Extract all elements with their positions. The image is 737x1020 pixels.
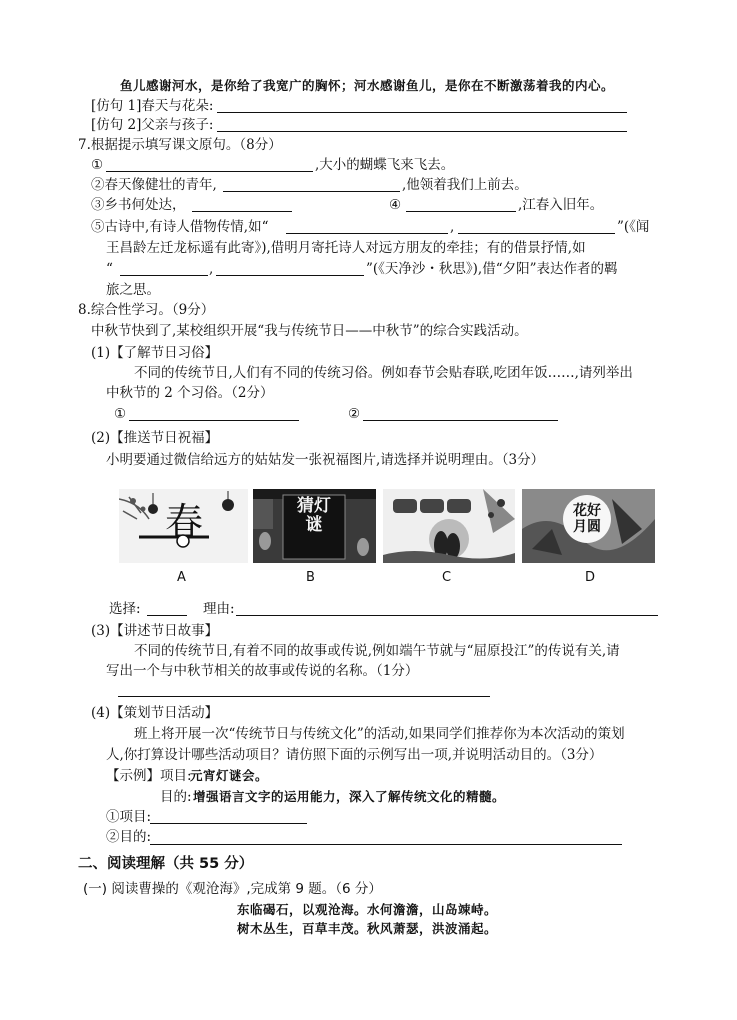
- q7-5-l3-comma: ,: [209, 261, 214, 277]
- q7-1-blank[interactable]: [106, 170, 313, 172]
- q7-1-tail: ,大小的蝴蝶飞来飞去。: [315, 157, 455, 173]
- q8-2-title: (2)【推送节日祝福】: [91, 430, 219, 446]
- picture-label-c: C: [442, 570, 452, 585]
- q8-4-text2: 人,你打算设计哪些活动项目？请仿照下面的示例写出一项,并说明活动目的。（3分）: [106, 747, 603, 763]
- q7-4-num: ④: [389, 197, 402, 213]
- reading-1-intro: (一) 阅读曹操的《观沧海》,完成第 9 题。（6 分）: [83, 881, 382, 897]
- q7-4-blank[interactable]: [406, 210, 516, 212]
- greeting-picture-a[interactable]: [119, 489, 248, 563]
- choice-blank[interactable]: [147, 614, 187, 616]
- q7-2-blank[interactable]: [223, 190, 400, 192]
- q8-1-title: (1)【了解节日习俗】: [91, 345, 219, 361]
- greeting-picture-b[interactable]: [253, 489, 376, 563]
- picture-c-art: [383, 489, 515, 563]
- imitate-2-label: [仿句 2]父亲与孩子:: [91, 117, 214, 133]
- picture-b-text: 猜灯谜: [297, 496, 331, 535]
- q8-1-text2: 中秋节的 2 个习俗。（2分）: [106, 385, 274, 401]
- picture-label-a: A: [177, 570, 186, 585]
- q8-4-title: (4)【策划节日活动】: [91, 705, 219, 721]
- example-purpose: 增强语言文字的运用能力，深入了解传统文化的精髓。: [193, 789, 506, 804]
- imitate-1-label: [仿句 1]春天与花朵:: [91, 98, 214, 114]
- q8-3-text2: 写出一个与中秋节相关的故事或传说的名称。（1分）: [106, 663, 419, 679]
- imitate-1-blank[interactable]: [217, 111, 627, 113]
- q7-title: 7.根据提示填写课文原句。（8分）: [78, 137, 282, 153]
- q7-4-tail: ,江春入旧年。: [518, 197, 604, 213]
- poem-line-2: 树木丛生，百草丰茂。秋风萧瑟，洪波涌起。: [237, 921, 498, 936]
- q7-3: ③乡书何处达，: [91, 197, 186, 213]
- answer-item-label: ①项目:: [106, 809, 152, 825]
- answer-purpose-blank[interactable]: [150, 843, 622, 845]
- q7-5-line4: 旅之思。: [106, 282, 160, 298]
- q7-2-head: ②春天像健壮的青年,: [91, 177, 217, 193]
- reason-label: 理由:: [203, 601, 235, 617]
- q7-1-num: ①: [91, 157, 104, 173]
- picture-label-d: D: [585, 570, 596, 585]
- q7-5-l3-open: “: [106, 261, 113, 277]
- q7-5-blank-c[interactable]: [120, 274, 208, 276]
- choice-label: 选择:: [109, 601, 141, 617]
- q8-1-b-blank[interactable]: [363, 419, 558, 421]
- q7-5-l3-tail: ”(《天净沙・秋思》),借“夕阳”表达作者的羁: [366, 261, 618, 277]
- q8-3-blank[interactable]: [118, 695, 490, 697]
- answer-purpose-label: ②目的:: [106, 829, 152, 845]
- example-purpose-label: 目的:: [160, 789, 192, 805]
- greeting-picture-d[interactable]: [522, 489, 655, 563]
- q8-1-b: ②: [348, 406, 361, 422]
- section-2-title: 二、阅读理解（共 55 分）: [78, 856, 254, 872]
- q7-5-blank-d[interactable]: [216, 274, 364, 276]
- q8-intro: 中秋节快到了,某校组织开展“我与传统节日——中秋节”的综合实践活动。: [91, 323, 528, 339]
- example-label: 【示例】项目:: [106, 768, 192, 784]
- q8-3-title: (3)【讲述节日故事】: [91, 623, 219, 639]
- imitate-2-blank[interactable]: [217, 130, 627, 132]
- q7-5-head: ⑤古诗中,有诗人借物传情,如“: [91, 219, 269, 235]
- poem-line-1: 东临碣石，以观沧海。水何澹澹，山岛竦峙。: [237, 902, 498, 917]
- reason-blank[interactable]: [236, 614, 658, 616]
- greeting-picture-c[interactable]: [383, 489, 515, 563]
- q8-2-text: 小明要通过微信给远方的姑姑发一张祝福图片,请选择并说明理由。（3分）: [106, 452, 545, 468]
- q7-5-line2: 王昌龄左迁龙标遥有此寄》),借明月寄托诗人对远方朋友的牵挂；有的借景抒情,如: [106, 240, 586, 256]
- picture-a-text: 春: [165, 500, 204, 544]
- example-sentence: 鱼儿感谢河水，是你给了我宽广的胸怀；河水感谢鱼儿，是你在不断激荡着我的内心。: [120, 78, 615, 93]
- example-item: 元宵灯谜会。: [190, 768, 269, 783]
- q8-1-a: ①: [114, 406, 127, 422]
- q7-5-blank-b[interactable]: [458, 232, 615, 234]
- q7-5-blank-a[interactable]: [286, 232, 448, 234]
- q7-5-close: ”(《闻: [617, 219, 650, 235]
- q8-4-text1: 班上将开展一次“传统节日与传统文化”的活动,如果同学们推荐你为本次活动的策划: [134, 726, 625, 742]
- q8-3-text1: 不同的传统节日,有着不同的故事或传说,例如端午节就与“屈原投江”的传说有关,请: [134, 643, 620, 659]
- q7-2-tail: ,他领着我们上前去。: [402, 177, 528, 193]
- picture-label-b: B: [306, 570, 315, 585]
- q8-title: 8.综合性学习。（9分）: [78, 302, 215, 318]
- q7-3-blank[interactable]: [192, 210, 292, 212]
- q8-1-text1: 不同的传统节日,人们有不同的传统习俗。例如春节会贴春联,吃团年饭……,请列举出: [134, 365, 633, 381]
- answer-item-blank[interactable]: [150, 822, 307, 824]
- q8-1-a-blank[interactable]: [129, 419, 299, 421]
- q7-5-comma: ,: [450, 219, 455, 235]
- picture-d-text: 花好月圆: [573, 503, 601, 535]
